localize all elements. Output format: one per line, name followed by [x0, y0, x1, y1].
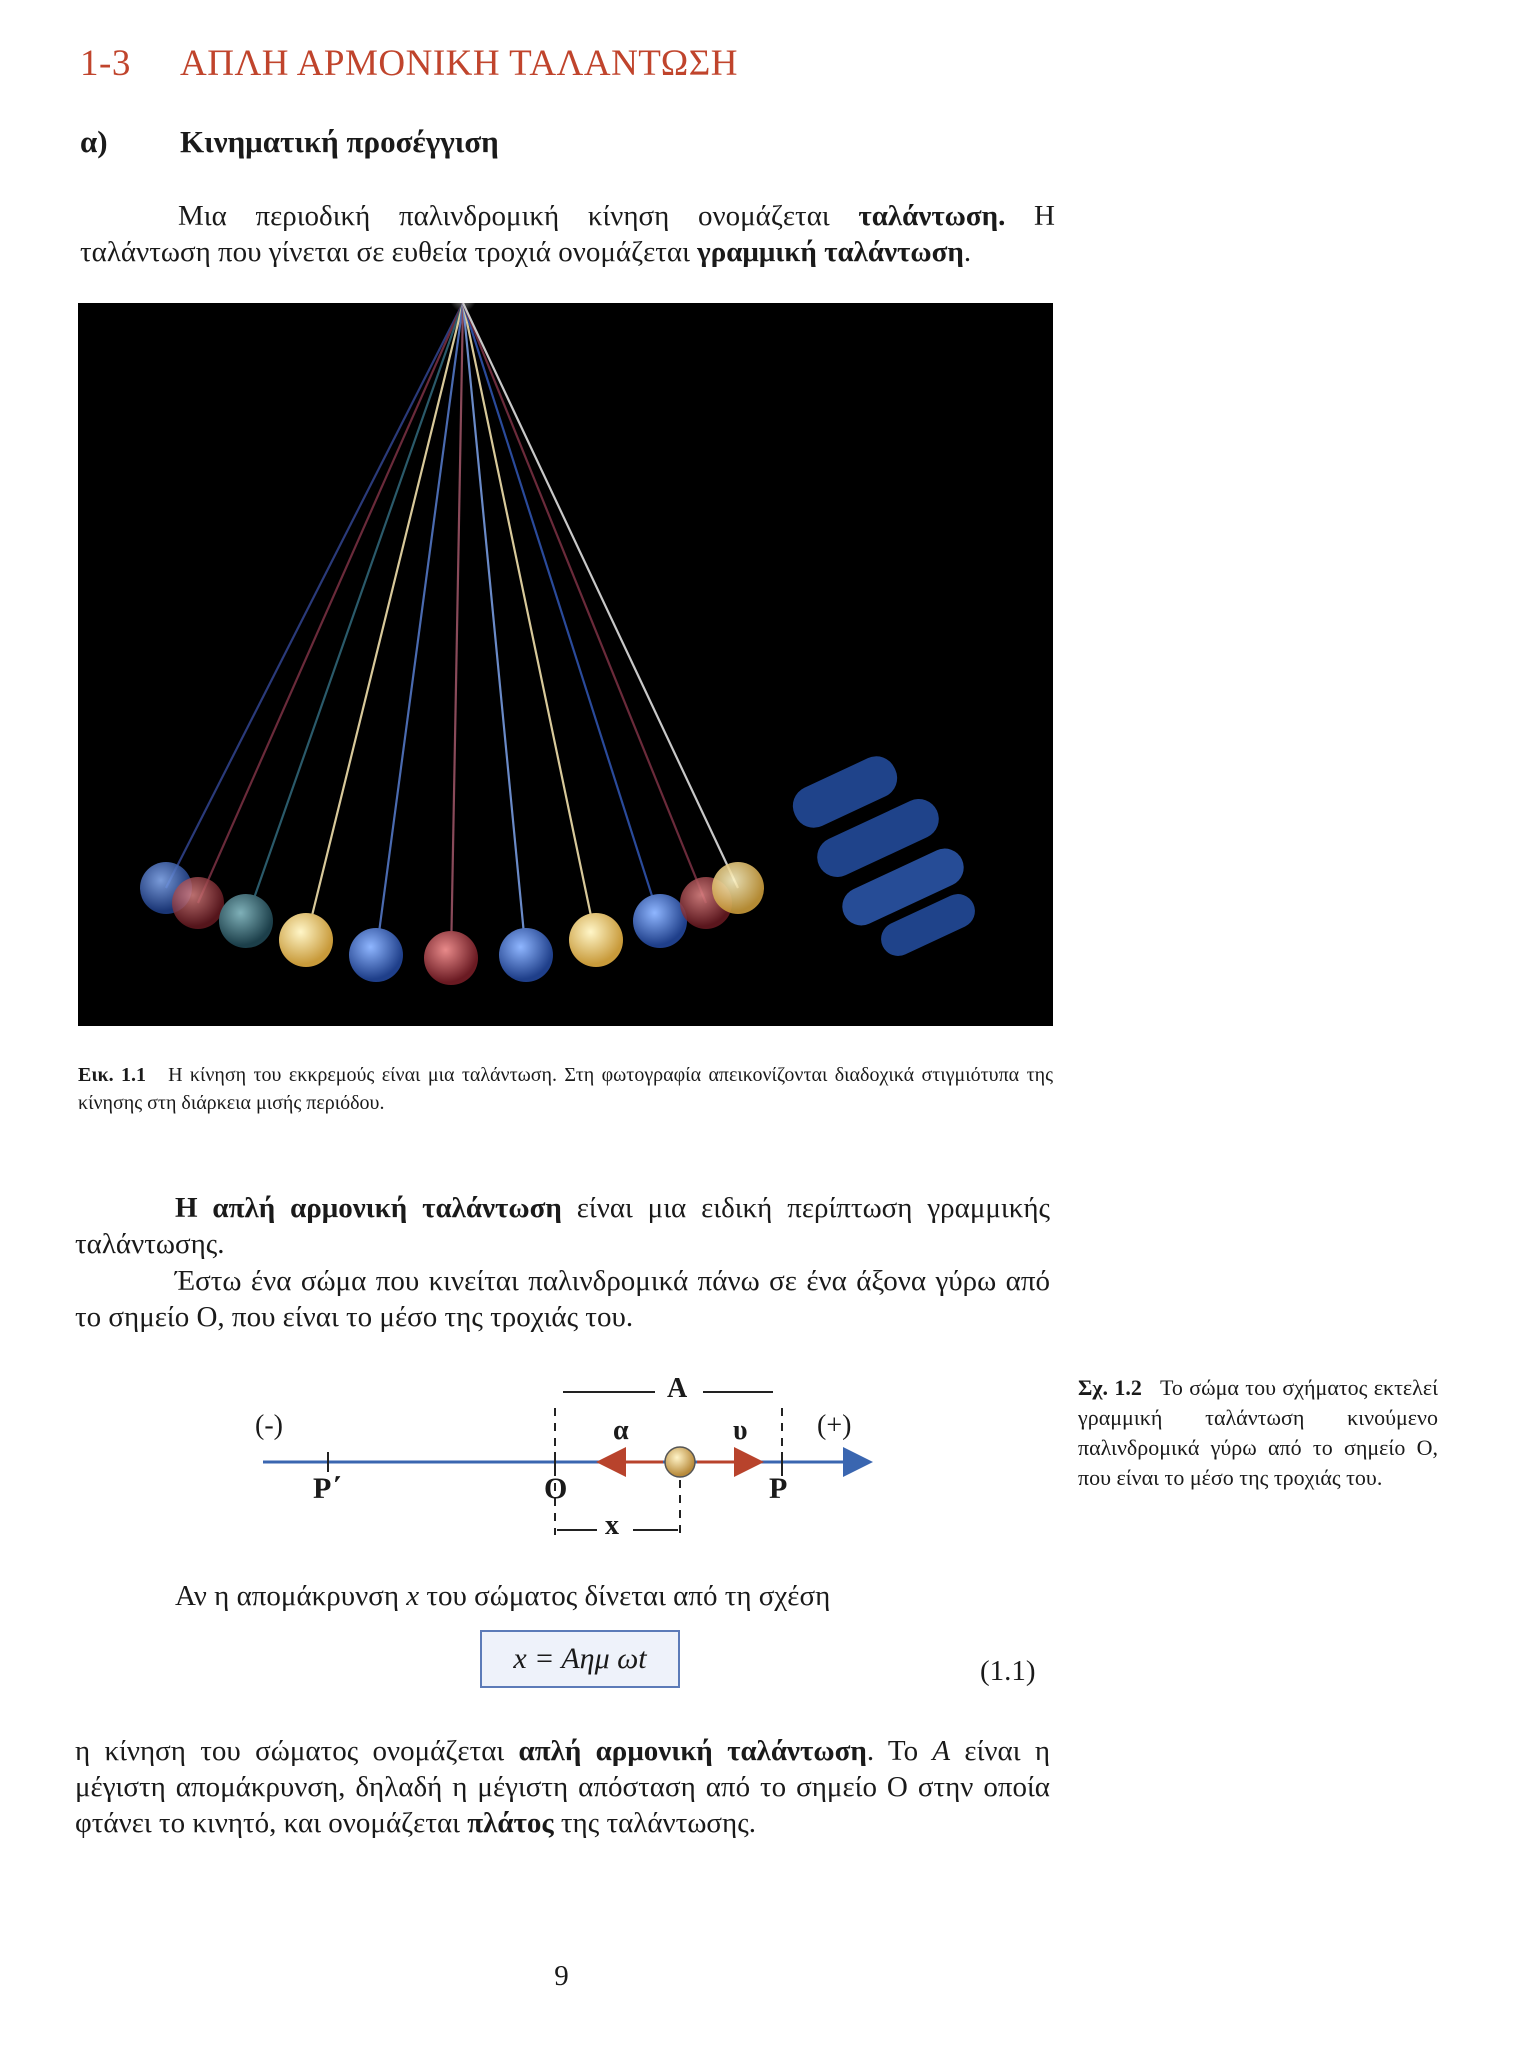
figure-1-label: Εικ. 1.1 — [78, 1064, 147, 1086]
positive-direction-label: (+) — [817, 1410, 852, 1441]
point-p-prime-label: Ρ΄ — [313, 1472, 342, 1505]
figure-1-text: Η κίνηση του εκκρεμούς είναι μια ταλάντωση. Στη φωτογραφία απεικονίζονται διαδοχικά στιγμιότυπα της κίνησης στη διάρκεια μισής περιόδου. — [78, 1064, 1053, 1114]
figure-1-caption — [78, 1061, 1053, 1117]
section-heading — [80, 42, 738, 85]
point-p-label: Ρ — [769, 1472, 788, 1505]
figure-2-caption — [1078, 1373, 1438, 1493]
origin-label: Ο — [544, 1472, 568, 1505]
equation-number: (1.1) — [980, 1655, 1036, 1687]
conclusion-paragraph: η κίνηση του σώματος ονομάζεται απλή αρμονική ταλάντωση. Το Α είναι η μέγιστη απομάκρυνση, δηλαδή η μέγιστη απόσταση από το σημείο Ο στην οποία φτάνει το κινητό, και ονομάζεται πλάτος της ταλάντωσης. — [75, 1735, 1050, 1839]
acceleration-label: α — [613, 1415, 629, 1446]
page-number: 9 — [554, 1960, 569, 1992]
displacement-label: x — [605, 1510, 619, 1541]
subsection-label: α) — [80, 124, 108, 159]
intro-paragraph: Μια περιοδική παλινδρομική κίνηση ονομάζεται ταλάντωση. Η ταλάντωση που γίνεται σε ευθεία τροχιά ονομάζεται γραμμική ταλάντωση. — [80, 200, 1055, 268]
formula-text: x = Aημ ωt — [513, 1642, 647, 1675]
pendulum-illustration — [78, 303, 1053, 1026]
amplitude-label: Α — [667, 1373, 688, 1404]
oscillating-body — [665, 1447, 695, 1477]
figure-2-label: Σχ. 1.2 — [1078, 1375, 1142, 1400]
figure-2-text: Το σώμα του σχήματος εκτελεί γραμμική ταλάντωση κινούμενο παλινδρομικά γύρω από το σημείο Ο, που είναι το μέσο της τροχιάς του. — [1078, 1375, 1438, 1490]
condition-paragraph: Αν η απομάκρυνση x του σώματος δίνεται από τη σχέση — [175, 1580, 831, 1612]
formula-box — [480, 1630, 680, 1688]
definition-paragraph: Η απλή αρμονική ταλάντωση είναι μια ειδική περίπτωση γραμμικής ταλάντωσης. — [75, 1192, 1050, 1260]
subsection-title: Κινηματική προσέγγιση — [180, 124, 499, 159]
oscillation-diagram — [255, 1370, 885, 1550]
section-title: ΑΠΛΗ ΑΡΜΟΝΙΚΗ ΤΑΛΑΝΤΩΣΗ — [180, 43, 738, 84]
setup-paragraph: Έστω ένα σώμα που κινείται παλινδρομικά πάνω σε ένα άξονα γύρω από το σημείο Ο, που είναι το μέσο της τροχιάς του. — [75, 1265, 1050, 1333]
section-number: 1-3 — [80, 43, 131, 84]
velocity-label: υ — [733, 1415, 748, 1446]
negative-direction-label: (-) — [255, 1410, 283, 1441]
subsection-heading — [80, 124, 499, 160]
pendulum-photo — [78, 303, 1053, 1026]
